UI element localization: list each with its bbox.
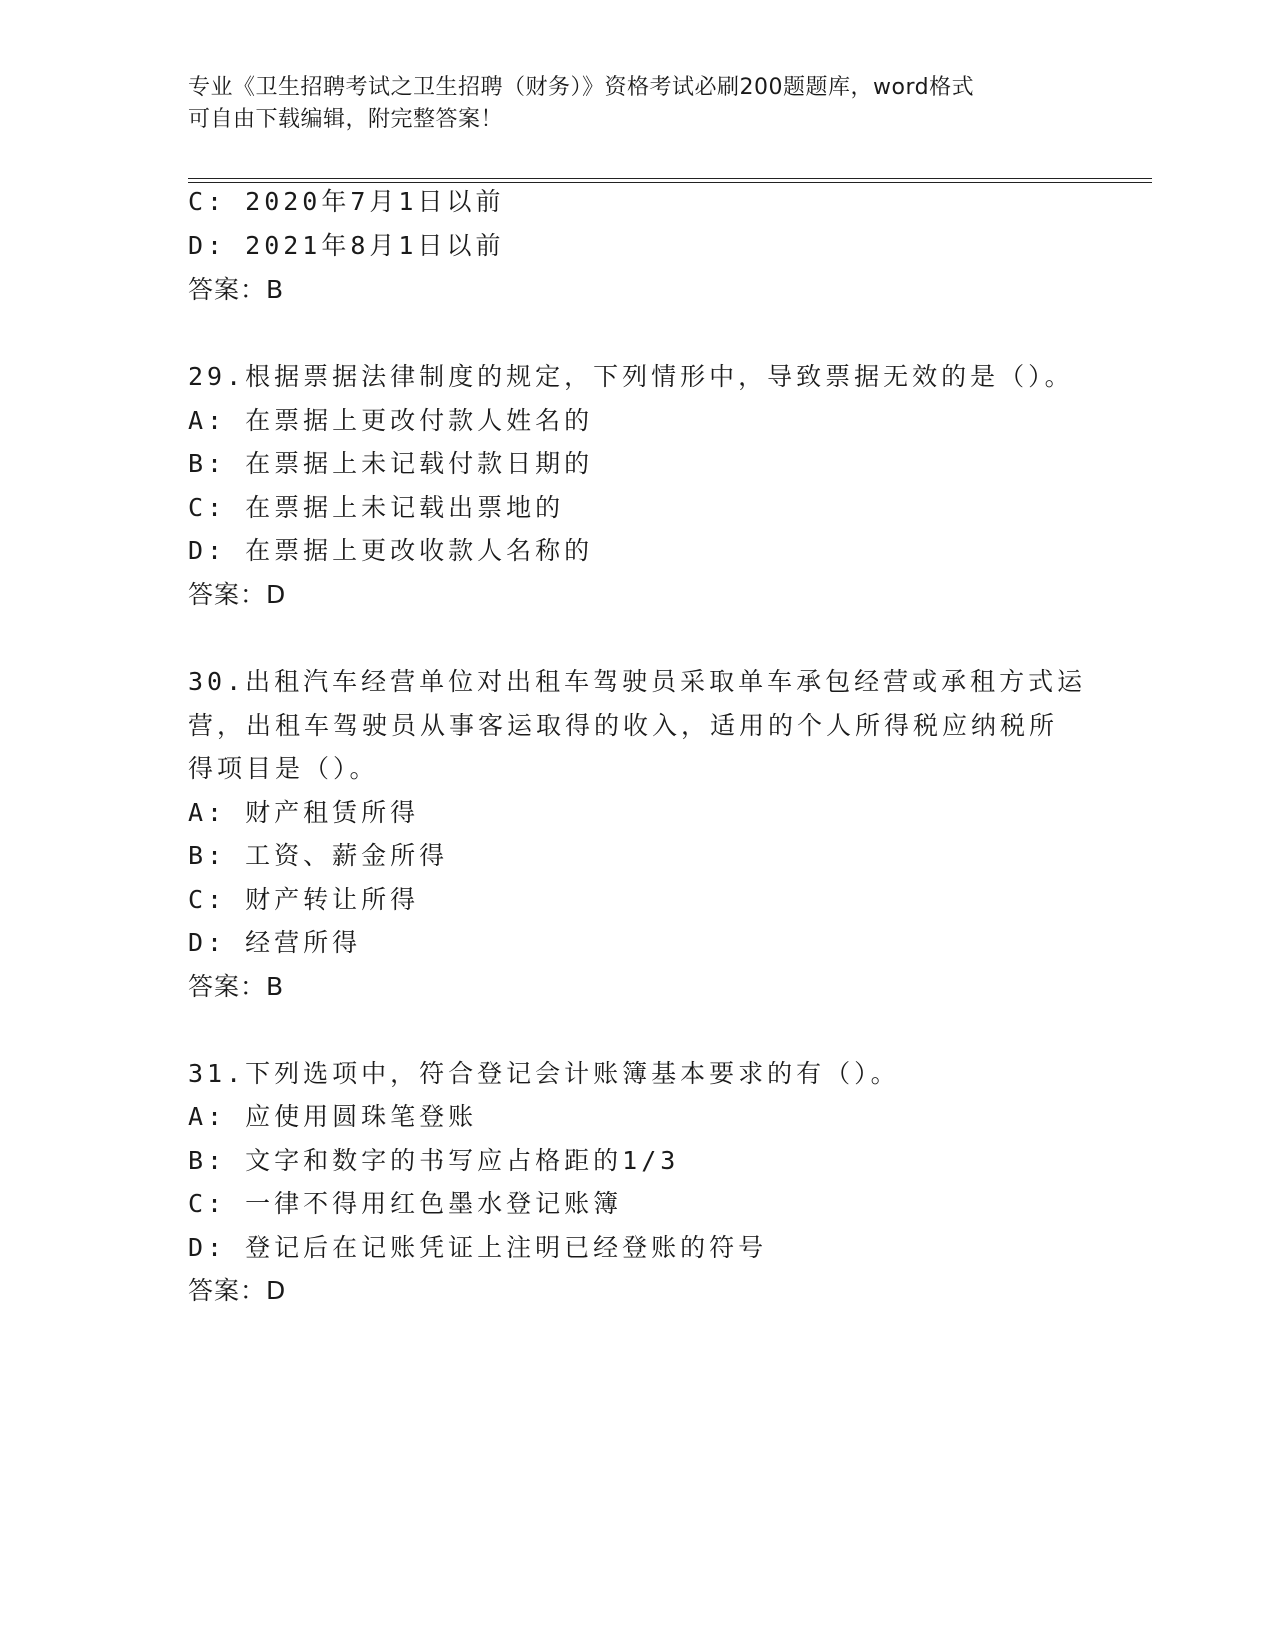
question-30-answer: 答案：B <box>188 972 285 1001</box>
option-c: C: 2020年7月1日以前 <box>188 187 505 216</box>
question-31-option-a: A: 应使用圆珠笔登账 <box>188 1102 478 1131</box>
question-30-option-b: B: 工资、薪金所得 <box>188 841 449 870</box>
header-line-2: 可自由下载编辑，附完整答案！ <box>188 107 504 132</box>
question-30-option-c: C: 财产转让所得 <box>188 885 420 914</box>
question-29-option-a: A: 在票据上更改付款人姓名的 <box>188 406 594 435</box>
question-30-option-a: A: 财产租赁所得 <box>188 798 420 827</box>
question-30-stem-line-3: 得项目是（）。 <box>188 754 379 783</box>
answer-line: 答案：B <box>188 275 285 304</box>
question-29-option-d: D: 在票据上更改收款人名称的 <box>188 536 594 565</box>
header-line-1: 专业《卫生招聘考试之卫生招聘（财务）》资格考试必刷200题题库，word格式 <box>188 75 975 100</box>
question-30-option-d: D: 经营所得 <box>188 928 362 957</box>
option-d: D: 2021年8月1日以前 <box>188 231 505 260</box>
question-29-stem: 29.根据票据法律制度的规定，下列情形中，导致票据无效的是（）。 <box>188 362 1074 391</box>
question-31-option-b: B: 文字和数字的书写应占格距的1/3 <box>188 1146 680 1175</box>
question-30-stem-line-2: 营，出租车驾驶员从事客运取得的收入，适用的个人所得税应纳税所 <box>188 711 1059 740</box>
question-30-stem-line-1: 30.出租汽车经营单位对出租车驾驶员采取单车承包经营或承租方式运 <box>188 667 1087 696</box>
question-29-option-b: B: 在票据上未记载付款日期的 <box>188 449 594 478</box>
question-31-stem: 31.下列选项中，符合登记会计账簿基本要求的有（）。 <box>188 1059 900 1088</box>
question-29-answer: 答案：D <box>188 580 287 609</box>
question-29-option-c: C: 在票据上未记载出票地的 <box>188 493 565 522</box>
question-31-option-c: C: 一律不得用红色墨水登记账簿 <box>188 1189 623 1218</box>
document-header <box>188 72 1088 136</box>
question-31-option-d: D: 登记后在记账凭证上注明已经登账的符号 <box>188 1233 768 1262</box>
header-divider-bottom <box>188 182 1152 183</box>
header-divider-top <box>188 178 1152 179</box>
question-31-answer: 答案：D <box>188 1276 287 1305</box>
